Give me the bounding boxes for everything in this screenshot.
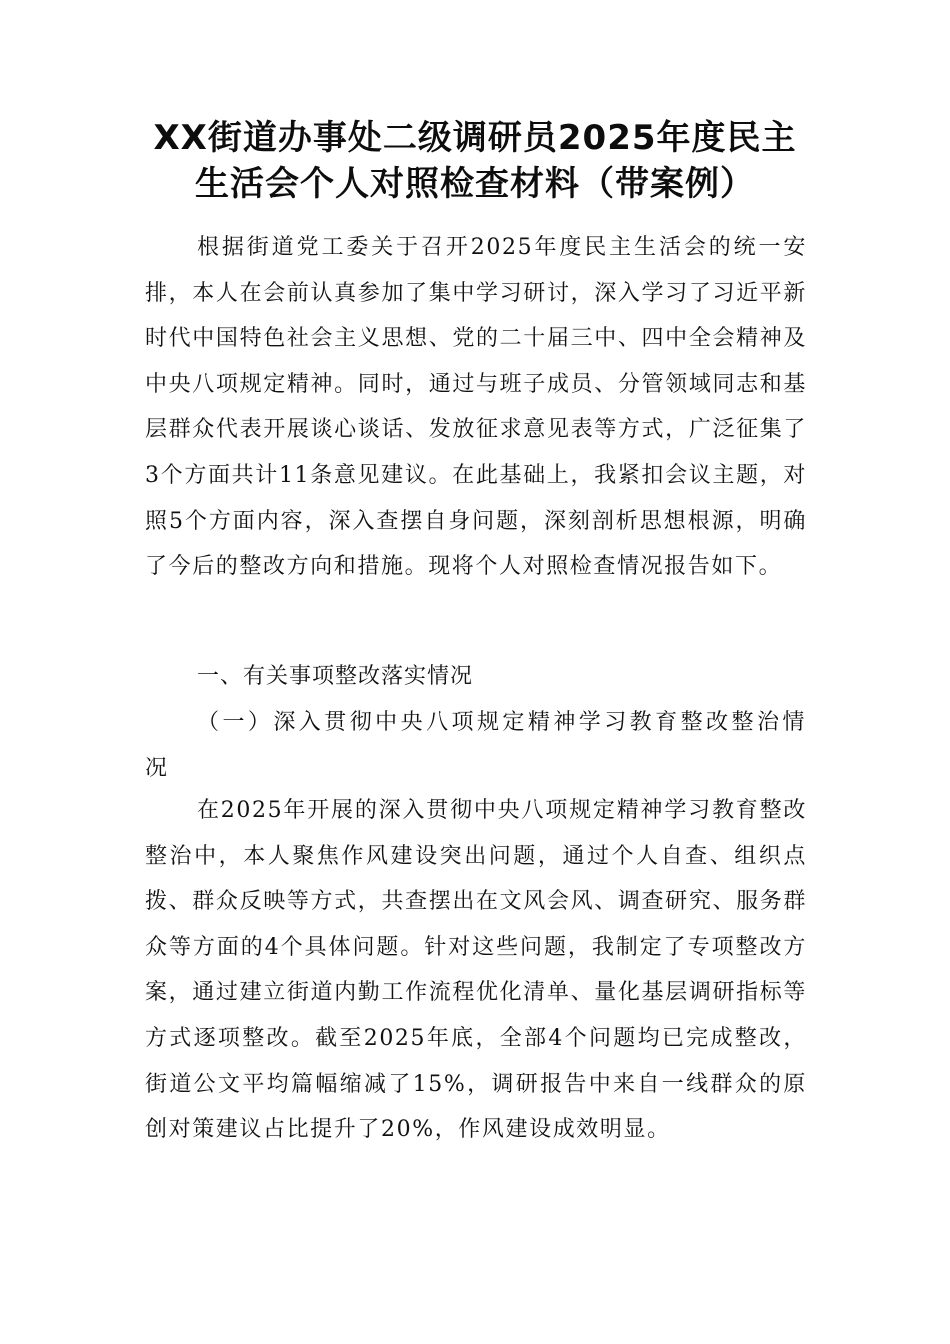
subsection-heading: （一）深入贯彻中央八项规定精神学习教育整改整治情况 (145, 710, 807, 781)
section-heading: 一、有关事项整改落实情况 (197, 664, 474, 689)
document-title-line-1: XX街道办事处二级调研员2025年度民主 (153, 118, 797, 158)
document-title-line-2: 生活会个人对照检查材料（带案例） (195, 164, 755, 204)
body-paragraph: 在2025年开展的深入贯彻中央八项规定精神学习教育整改整治中，本人聚焦作风建设突出问题，通过个人自查、组织点拨、群众反映等方式，共查摆出在文风会风、调查研究、服务群众等方面的4个具体问题。针对这些问题，我制定了专项整改方案，通过建立街道内勤工作流程优化清单、量化基层调研指标等方式逐项整改。截至2025年底，全部4个问题均已完成整改，街道公文平均篇幅缩减了15%，调研报告中来自一线群众的原创对策建议占比提升了20%，作风建设成效明显。 (145, 798, 807, 1143)
intro-paragraph: 根据街道党工委关于召开2025年度民主生活会的统一安排，本人在会前认真参加了集中学习研讨，深入学习了习近平新时代中国特色社会主义思想、党的二十届三中、四中全会精神及中央八项规定精神。同时，通过与班子成员、分管领域同志和基层群众代表开展谈心谈话、发放征求意见表等方式，广泛征集了3个方面共计11条意见建议。在此基础上，我紧扣会议主题，对照5个方面内容，深入查摆自身问题，深刻剖析思想根源，明确了今后的整改方向和措施。现将个人对照检查情况报告如下。 (145, 235, 807, 580)
